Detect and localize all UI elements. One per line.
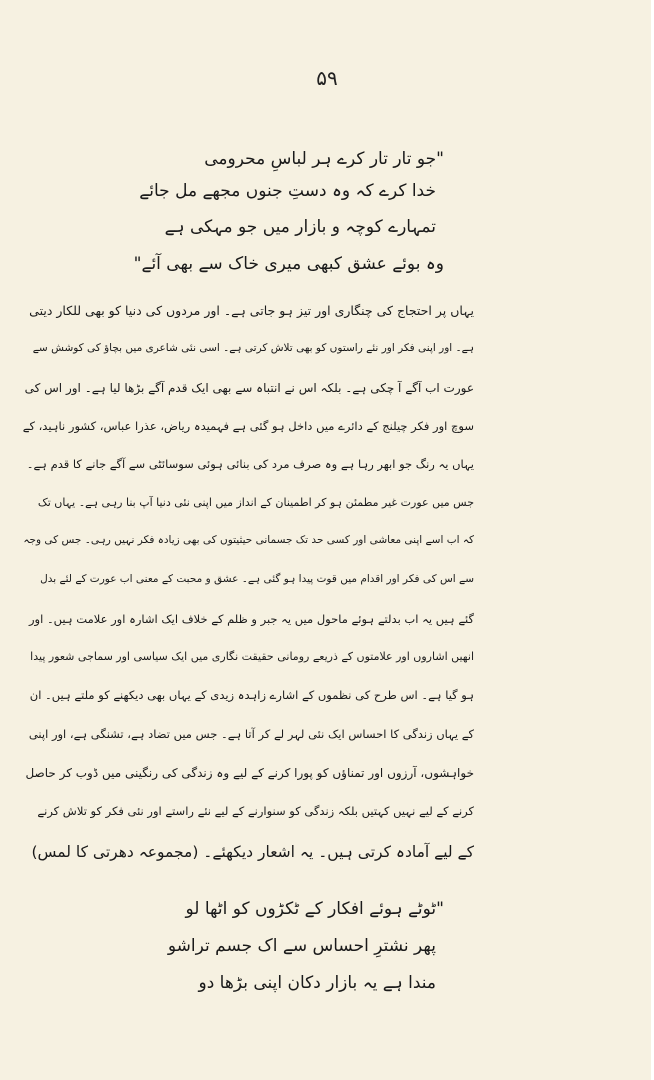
paragraph-line-6: جس میں عورت غیر مطمئن ہو کر اطمینان کے انداز میں اپنی نئی دنیا آپ بنا رہی ہے۔ یہاں تک	[37, 496, 474, 509]
paragraph-line-14: کرنے کے لیے نہیں کہتیں بلکہ زندگی کو سنوارنے کے لیے نئے راستے اور نئی فکر کو تلاش کرنے	[37, 804, 474, 818]
paragraph-line-10: انھیں اشاروں اور علامتوں کے ذریعے رومانی حقیقت نگاری میں ایک سیاسی اور سماجی شعور پیدا	[30, 650, 474, 663]
poem-1-line-4: وہ بوئے عشق کبھی میری خاک سے بھی آئے"	[133, 254, 444, 274]
paragraph-line-13: خواہشوں، آرزوں اور تمناؤں کو پورا کرنے کے لیے وہ زندگی کی رنگینی میں ڈوب کر حاصل	[25, 766, 474, 780]
poem-1-line-1: "جو تار تار کرے ہر لباسِ محرومی	[204, 149, 444, 169]
paragraph-line-4: سوچ اور فکر چیلنج کے دائرے میں داخل ہو گئی ہے فہمیدہ ریاض، عذرا عباس، کشور ناہید، کے	[22, 419, 474, 433]
poem-2-line-1: "ٹوٹے ہوئے افکار کے ٹکڑوں کو اٹھا لو	[185, 899, 444, 919]
paragraph-line-5: یہاں یہ رنگ جو ابھر رہا ہے وہ صرف مرد کی بنائی ہوئی سوسائٹی سے آگے جانے کا قدم ہے۔	[26, 457, 474, 471]
poem-2-line-2: پھر نشترِ احساس سے اک جسم تراشو	[167, 936, 436, 956]
paragraph-line-3: عورت اب آگے آ چکی ہے۔ بلکہ اس نے انتباہ سے بھی ایک قدم آگے بڑھا لیا ہے۔ اور اس کی	[24, 381, 474, 395]
paragraph-line-1: یہاں پر احتجاج کی چنگاری اور تیز ہو جاتی ہے۔ اور مردوں کی دنیا کو بھی للکار دیتی	[29, 303, 474, 318]
paragraph-line-7: کہ اب اسے اپنی معاشی اور کسی حد تک جسمانی حیثیتوں کی بھی زیادہ فکر نہیں رہی۔ جس کی وجہ	[23, 534, 474, 546]
paragraph-line-11: ہو گیا ہے۔ اس طرح کی نظموں کے اشارے زاہدہ زیدی کے یہاں بھی دیکھنے کو ملتے ہیں۔ ان	[29, 688, 474, 702]
paragraph-line-2: ہے۔ اور اپنی فکر اور نئے راستوں کو بھی تلاش کرتی ہے۔ اسی نئی شاعری میں بچاؤ کی کوشش سے	[32, 342, 474, 354]
page-number: ۵۹	[316, 66, 338, 90]
paragraph-line-12: کے یہاں زندگی کا احساس ایک نئی لہر لے کر آتا ہے۔ جس میں تضاد ہے، تشنگی ہے، اور اپنی	[28, 727, 474, 741]
poem-1-line-2: خدا کرے کہ وہ دستِ جنوں مجھے مل جائے	[139, 181, 436, 201]
paragraph-line-9: گئے ہیں یہ اب بدلتے ہوئے ماحول میں یہ جبر و ظلم کے خلاف ایک اشارہ اور علامت ہیں۔ اور	[28, 612, 474, 626]
paragraph-line-15: کے لیے آمادہ کرتی ہیں۔ یہ اشعار دیکھئے۔ (مجموعہ دھرتی کا لمس)	[31, 843, 474, 861]
paragraph-line-8: سے اس کی فکر اور اقدام میں قوت پیدا ہو گئی ہے۔ عشق و محبت کے معنی اب عورت کے لئے بدل	[40, 573, 474, 585]
poem-2-line-3: مندا ہے یہ بازار دکان اپنی بڑھا دو	[198, 973, 436, 993]
poem-1-line-3: تمہارے کوچہ و بازار میں جو مہکی ہے	[164, 217, 436, 237]
